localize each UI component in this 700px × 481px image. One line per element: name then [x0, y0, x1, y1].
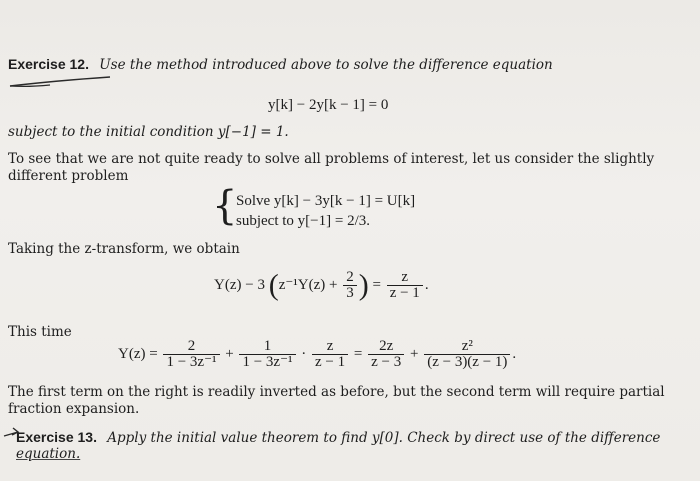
fraction-denominator: z − 1	[387, 285, 423, 301]
eq3-lhs: Y(z) =	[118, 346, 158, 362]
eq3-period: .	[512, 346, 517, 362]
exercise-13-line	[16, 429, 660, 446]
fraction-term-3	[312, 339, 348, 370]
paragraph-2-line-1: The first term on the right is readily inverted as before, but the second term will require partial	[8, 384, 665, 400]
system-line-1: Solve y[k] − 3y[k − 1] = U[k]	[236, 193, 416, 209]
fraction-term-1	[163, 339, 219, 370]
paragraph-1-line-2: different problem	[8, 168, 129, 184]
fraction-term-5	[424, 339, 510, 370]
eq2-inner: z⁻¹Y(z) +	[278, 277, 338, 293]
fraction-z-over-z-minus-1	[387, 270, 423, 301]
fraction-denominator: z − 3	[368, 354, 404, 370]
fraction-denominator: z − 1	[312, 354, 348, 370]
taking-z-transform-text: Taking the z-transform, we obtain	[8, 241, 240, 257]
system-line-2: subject to y[−1] = 2/3.	[236, 213, 370, 229]
exercise-13-text: Apply the initial value theorem to find y[0]. Check by direct use of the difference	[107, 430, 661, 446]
exercise-12-label: Exercise 12.	[8, 56, 89, 72]
fraction-numerator: 2	[187, 338, 196, 355]
fraction-numerator: 2z	[379, 338, 394, 355]
exercise-12-line	[8, 56, 553, 73]
fraction-numerator: z²	[461, 338, 473, 355]
fraction-numerator: 2	[346, 269, 354, 286]
exercise-13-text-continued: equation.	[16, 446, 81, 462]
eq2-period: .	[424, 277, 429, 293]
plus-sign: +	[225, 346, 234, 362]
fraction-numerator: z	[326, 338, 334, 355]
equals-sign: =	[353, 346, 363, 362]
initial-condition-text: subject to the initial condition y[−1] = 1.	[8, 124, 289, 140]
exercise-12-text: Use the method introduced above to solve the difference equation	[99, 57, 553, 73]
pen-underline-mark	[6, 74, 116, 92]
this-time-text: This time	[8, 324, 72, 340]
fraction-term-2	[239, 339, 295, 370]
fraction-term-4	[368, 339, 404, 370]
paragraph-1-line-1: To see that we are not quite ready to solve all problems of interest, let us consider the slightly	[8, 151, 655, 167]
fraction-denominator: 3	[343, 285, 357, 301]
y-of-z-equation	[118, 334, 516, 374]
z-transform-equation	[214, 267, 429, 303]
multiply-dot: ·	[301, 346, 307, 362]
fraction-denominator: 1 − 3z⁻¹	[239, 354, 295, 370]
difference-equation-1: y[k] − 2y[k − 1] = 0	[268, 97, 389, 113]
fraction-numerator: 1	[263, 338, 272, 355]
eq2-equals: =	[372, 277, 381, 293]
left-paren: (	[268, 268, 279, 302]
exercise-13-label: Exercise 13.	[16, 429, 97, 445]
fraction-two-thirds	[343, 270, 357, 301]
fraction-denominator: 1 − 3z⁻¹	[163, 354, 219, 370]
plus-sign: +	[409, 346, 419, 362]
left-brace: {	[212, 183, 238, 229]
fraction-denominator: (z − 3)(z − 1)	[424, 354, 510, 370]
eq2-lhs: Y(z) − 3	[214, 277, 265, 293]
fraction-numerator: z	[401, 269, 409, 286]
right-paren: )	[358, 268, 369, 302]
paragraph-2-line-2: fraction expansion.	[8, 401, 140, 417]
